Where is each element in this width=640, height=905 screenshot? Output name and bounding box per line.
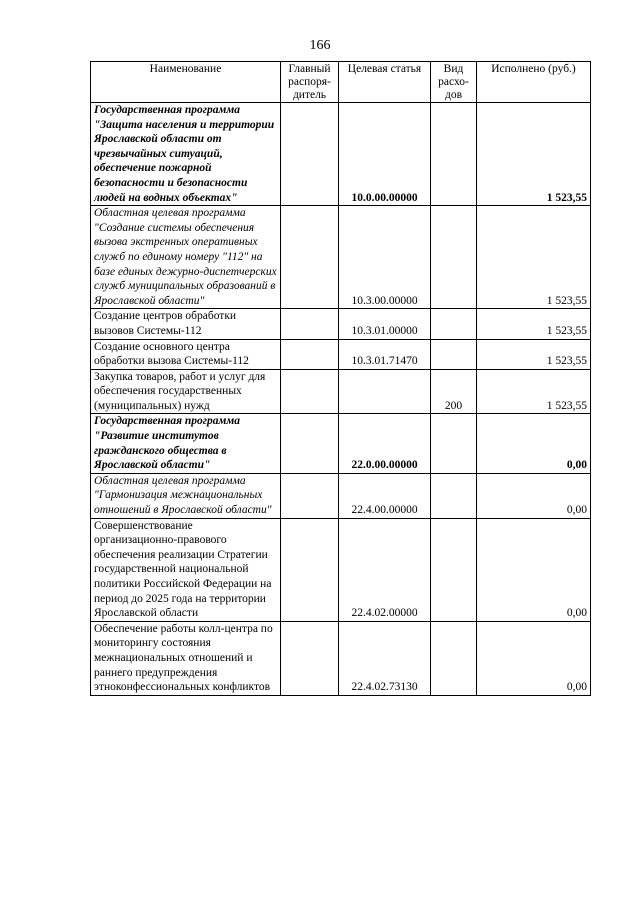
row-executed-cell: 0,00 <box>477 621 591 695</box>
row-target-cell: 10.3.01.71470 <box>339 339 431 369</box>
row-admin-cell <box>281 339 339 369</box>
row-expense-type-cell <box>431 103 477 206</box>
row-admin-cell <box>281 621 339 695</box>
row-name-cell: Государственная программа "Развитие институтов гражданского общества в Ярославской области" <box>91 414 281 473</box>
row-expense-type-cell <box>431 518 477 621</box>
row-executed-cell: 1 523,55 <box>477 339 591 369</box>
table-row <box>91 309 591 339</box>
table-row <box>91 473 591 518</box>
row-target-cell: 22.4.02.73130 <box>339 621 431 695</box>
table-row <box>91 339 591 369</box>
row-admin-cell <box>281 473 339 518</box>
row-admin-cell <box>281 414 339 473</box>
row-expense-type-cell <box>431 339 477 369</box>
row-admin-cell <box>281 309 339 339</box>
row-executed-cell: 0,00 <box>477 414 591 473</box>
table-row <box>91 414 591 473</box>
table-body <box>91 103 591 696</box>
row-target-cell: 10.0.00.00000 <box>339 103 431 206</box>
row-expense-type-cell <box>431 621 477 695</box>
row-expense-type-cell <box>431 414 477 473</box>
table-row <box>91 103 591 206</box>
row-executed-cell: 1 523,55 <box>477 309 591 339</box>
row-executed-cell: 0,00 <box>477 518 591 621</box>
row-executed-cell: 1 523,55 <box>477 369 591 414</box>
row-expense-type-cell <box>431 309 477 339</box>
row-executed-cell: 1 523,55 <box>477 206 591 309</box>
header-executed: Исполнено (руб.) <box>477 62 591 103</box>
row-expense-type-cell <box>431 206 477 309</box>
row-admin-cell <box>281 369 339 414</box>
row-target-cell: 22.4.02.00000 <box>339 518 431 621</box>
row-executed-cell: 0,00 <box>477 473 591 518</box>
row-name-cell: Создание основного центра обработки вызова Системы-112 <box>91 339 281 369</box>
table-row <box>91 206 591 309</box>
header-name: Наименование <box>91 62 281 103</box>
row-target-cell: 22.0.00.00000 <box>339 414 431 473</box>
row-name-cell: Областная целевая программа "Гармонизация межнациональных отношений в Ярославской области" <box>91 473 281 518</box>
row-name-cell: Государственная программа "Защита населения и территории Ярославской области от чрезвычайных ситуаций, обеспечение пожарной безопасности и безопасности людей на водных объектах" <box>91 103 281 206</box>
table-row <box>91 518 591 621</box>
row-name-cell: Создание центров обработки вызовов Системы-112 <box>91 309 281 339</box>
header-admin: Главный распоря-дитель <box>281 62 339 103</box>
row-name-cell: Обеспечение работы колл-центра по мониторингу состояния межнациональных отношений и раннего предупреждения этноконфессиональных конфликтов <box>91 621 281 695</box>
row-name-cell: Совершенствование организационно-правового обеспечения реализации Стратегии государственной национальной политики Российской Федерации на период до 2025 года на территории Ярославской области <box>91 518 281 621</box>
row-target-cell: 10.3.01.00000 <box>339 309 431 339</box>
table-row <box>91 369 591 414</box>
row-admin-cell <box>281 103 339 206</box>
row-target-cell: 22.4.00.00000 <box>339 473 431 518</box>
table-row <box>91 621 591 695</box>
row-target-cell: 10.3.00.00000 <box>339 206 431 309</box>
row-admin-cell <box>281 206 339 309</box>
row-name-cell: Закупка товаров, работ и услуг для обеспечения государственных (муниципальных) нужд <box>91 369 281 414</box>
header-expense-type: Вид расхо-дов <box>431 62 477 103</box>
budget-table <box>90 61 591 696</box>
page-number: 166 <box>309 38 331 53</box>
table-header-row <box>91 62 591 103</box>
row-executed-cell: 1 523,55 <box>477 103 591 206</box>
row-expense-type-cell <box>431 473 477 518</box>
row-admin-cell <box>281 518 339 621</box>
row-target-cell <box>339 369 431 414</box>
row-expense-type-cell: 200 <box>431 369 477 414</box>
row-name-cell: Областная целевая программа "Создание системы обеспечения вызова экстренных оперативных служб по единому номеру "112" на базе единых дежурно-диспетчерских служб муниципальных образований в Ярославской области" <box>91 206 281 309</box>
header-target: Целевая статья <box>339 62 431 103</box>
